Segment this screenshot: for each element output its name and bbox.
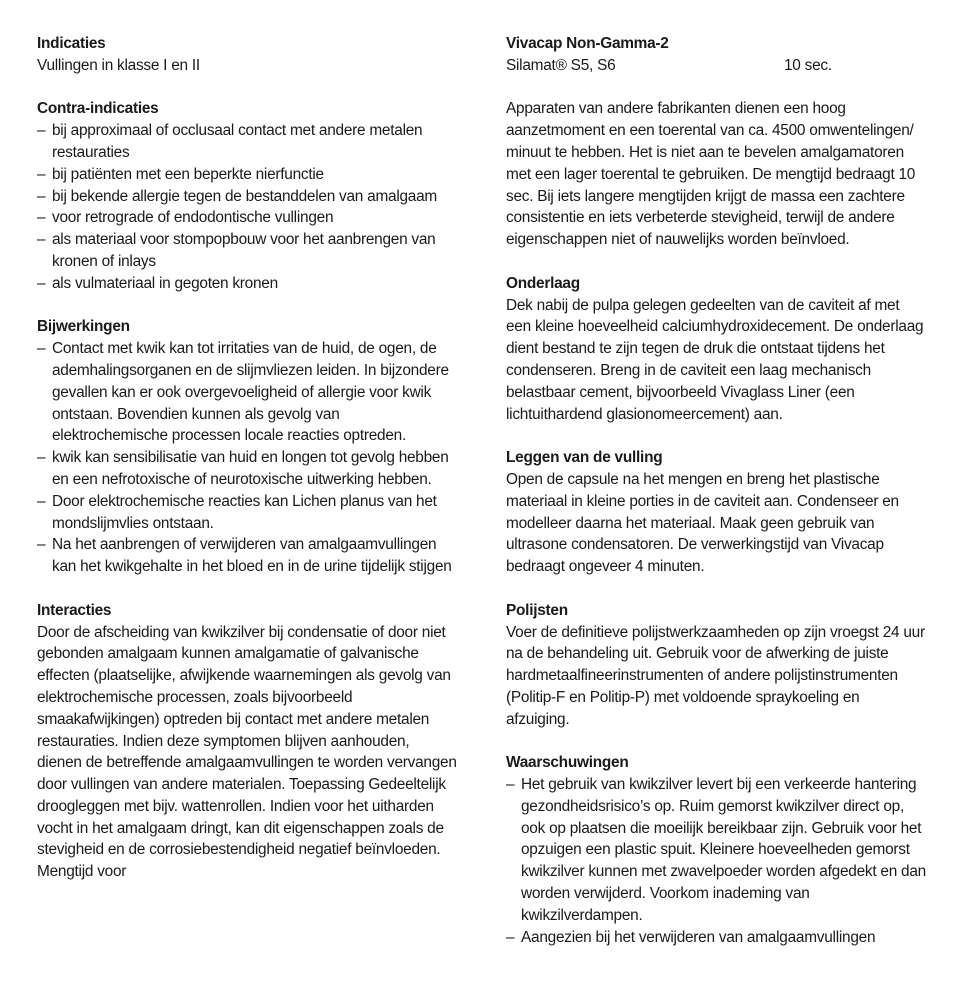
section-leggen <box>506 447 926 578</box>
apparaten-text: Apparaten van andere fabrikanten dienen een hoog aanzetmoment en een toerental van ca. 4500 omwentelingen/ minuut te hebben. Het is niet aan te bevelen amalgamatoren met een lager toerental te gebruiken. De mengtijd bedraagt 10 sec. Bij iets langere mengtijden krijgt de massa een zachtere consistentie en iets verbeterde stevigheid, terwijl de andere eigenschappen niet of nauwelijks worden beïnvloed. <box>506 100 916 249</box>
mixing-row <box>506 55 926 77</box>
heading-waarschuwingen: Waarschuwingen <box>506 754 629 772</box>
indicaties-text: Vullingen in klasse I en II <box>37 56 200 74</box>
list-item: – als materiaal voor stompopbouw voor het aanbrengen van kronen of inlays <box>37 229 457 273</box>
heading-contra-indicaties: Contra-indicaties <box>37 100 159 118</box>
heading-bijwerkingen: Bijwerkingen <box>37 318 130 336</box>
list-item: – bij bekende allergie tegen de bestanddelen van amalgaam <box>37 186 457 208</box>
list-item: – Het gebruik van kwikzilver levert bij een verkeerde hantering gezondheidsrisico’s op. Ruim gemorst kwikzilver direct op, ook op plaatsen die moeilijk bereikbaar zijn. Gebruik voor het opzuigen een plastic spuit. Kleinere hoeveelheden gemorst kwikzilver kunnen met zwavelpoeder worden afgedekt en dan worden verwijderd. Voorkom inademing van kwikzilverdampen. <box>506 774 926 927</box>
right-column <box>506 33 926 970</box>
mixing-device: Silamat® S5, S6 <box>506 56 616 74</box>
section-contra-indicaties <box>37 98 457 294</box>
section-indicaties <box>37 33 457 77</box>
section-bijwerkingen <box>37 316 457 578</box>
list-item: – Aangezien bij het verwijderen van amalgaamvullingen <box>506 927 926 949</box>
list-item: – bij patiënten met een beperkte nierfunctie <box>37 164 457 186</box>
heading-polijsten: Polijsten <box>506 601 568 619</box>
interacties-text: Door de afscheiding van kwikzilver bij condensatie of door niet gebonden amalgaam kunnen amalgamatie of galvanische effecten (plaatselijke, afwijkende waarnemingen als gevolg van elektrochemische processen, zoals bijvoorbeeld smaakafwijkingen) optreden bij contact met andere metalen restauraties. Indien deze symptomen blijven aanhouden, dienen de betreffende amalgaamvullingen te worden vervangen door vullingen van andere materialen. Toepassing Gedeeltelijk drooglеggen met bijv. wattenrollen. Indien voor het uitharden vocht in het amalgaam dringt, kan dit eigenschappen zoals de stevigheid en de corrosiebestendigheid negatief beïnvloeden. Mengtijd voor <box>37 623 457 881</box>
waarschuwingen-list <box>506 774 926 948</box>
heading-interacties: Interacties <box>37 601 112 619</box>
bijwerkingen-list <box>37 338 457 578</box>
onderlaag-text: Dek nabij de pulpa gelegen gedeelten van de caviteit af met een kleine hoeveelheid calciumhydroxidecement. De onderlaag dient bestand te zijn tegen de druk die ontstaat tijdens het condenseren. Breng in de caviteit een laag mechanisch belastbaar cement, bijvoorbeeld Vivaglass Liner (een lichtuithardend glasionomeercement) aan. <box>506 296 924 423</box>
list-item: – Door elektrochemische reacties kan Lichen planus van het mondslijmvlies ontstaan. <box>37 491 457 535</box>
section-onderlaag <box>506 273 926 426</box>
list-item: – voor retrograde of endodontische vullingen <box>37 207 457 229</box>
list-item: – Contact met kwik kan tot irritaties van de huid, de ogen, de ademhalingsorganen en de slijmvliezen leiden. In bijzondere gevallen kan er ook overgevoeligheid of allergie voor kwik ontstaan. Bovendien kunnen als gevolg van elektrochemische processen locale reacties optreden. <box>37 338 457 447</box>
list-item: – Na het aanbrengen of verwijderen van amalgaamvullingen kan het kwikgehalte in het bloed en in de urine tijdelijk stijgen <box>37 534 457 578</box>
section-polijsten <box>506 600 926 731</box>
heading-vivacap: Vivacap Non-Gamma-2 <box>506 35 669 52</box>
heading-onderlaag: Onderlaag <box>506 274 580 292</box>
section-vivacap <box>506 33 926 77</box>
section-waarschuwingen <box>506 752 926 948</box>
heading-leggen: Leggen van de vulling <box>506 449 663 467</box>
section-apparaten <box>506 98 926 251</box>
mixing-time: 10 sec. <box>784 56 832 74</box>
left-column <box>37 33 457 905</box>
list-item: – kwik kan sensibilisatie van huid en longen tot gevolg hebben en een nefrotoxische of neurotoxische uitwerking hebben. <box>37 447 457 491</box>
polijsten-text: Voer de definitieve polijstwerkzaamheden op zijn vroegst 24 uur na de behandeling uit. Gebruik voor de afwerking de juiste hardmetaalfineerinstrumenten of andere polijstinstrumenten (Politip-F en Politip-P) met voldoende spraykoeling en afzuiging. <box>506 623 925 728</box>
list-item: – bij approximaal of occlusaal contact met andere metalen restauraties <box>37 120 457 164</box>
leggen-text: Open de capsule na het mengen en breng het plastische materiaal in kleine porties in de caviteit aan. Condenseer en modelleer daarna het materiaal. Maak geen gebruik van ultrasone condensatoren. De verwerkingstijd van Vivacap bedraagt ongeveer 4 minuten. <box>506 470 899 576</box>
list-item: – als vulmateriaal in gegoten kronen <box>37 273 457 295</box>
section-interacties <box>37 600 457 883</box>
contra-indicaties-list <box>37 120 457 294</box>
heading-indicaties: Indicaties <box>37 35 106 52</box>
